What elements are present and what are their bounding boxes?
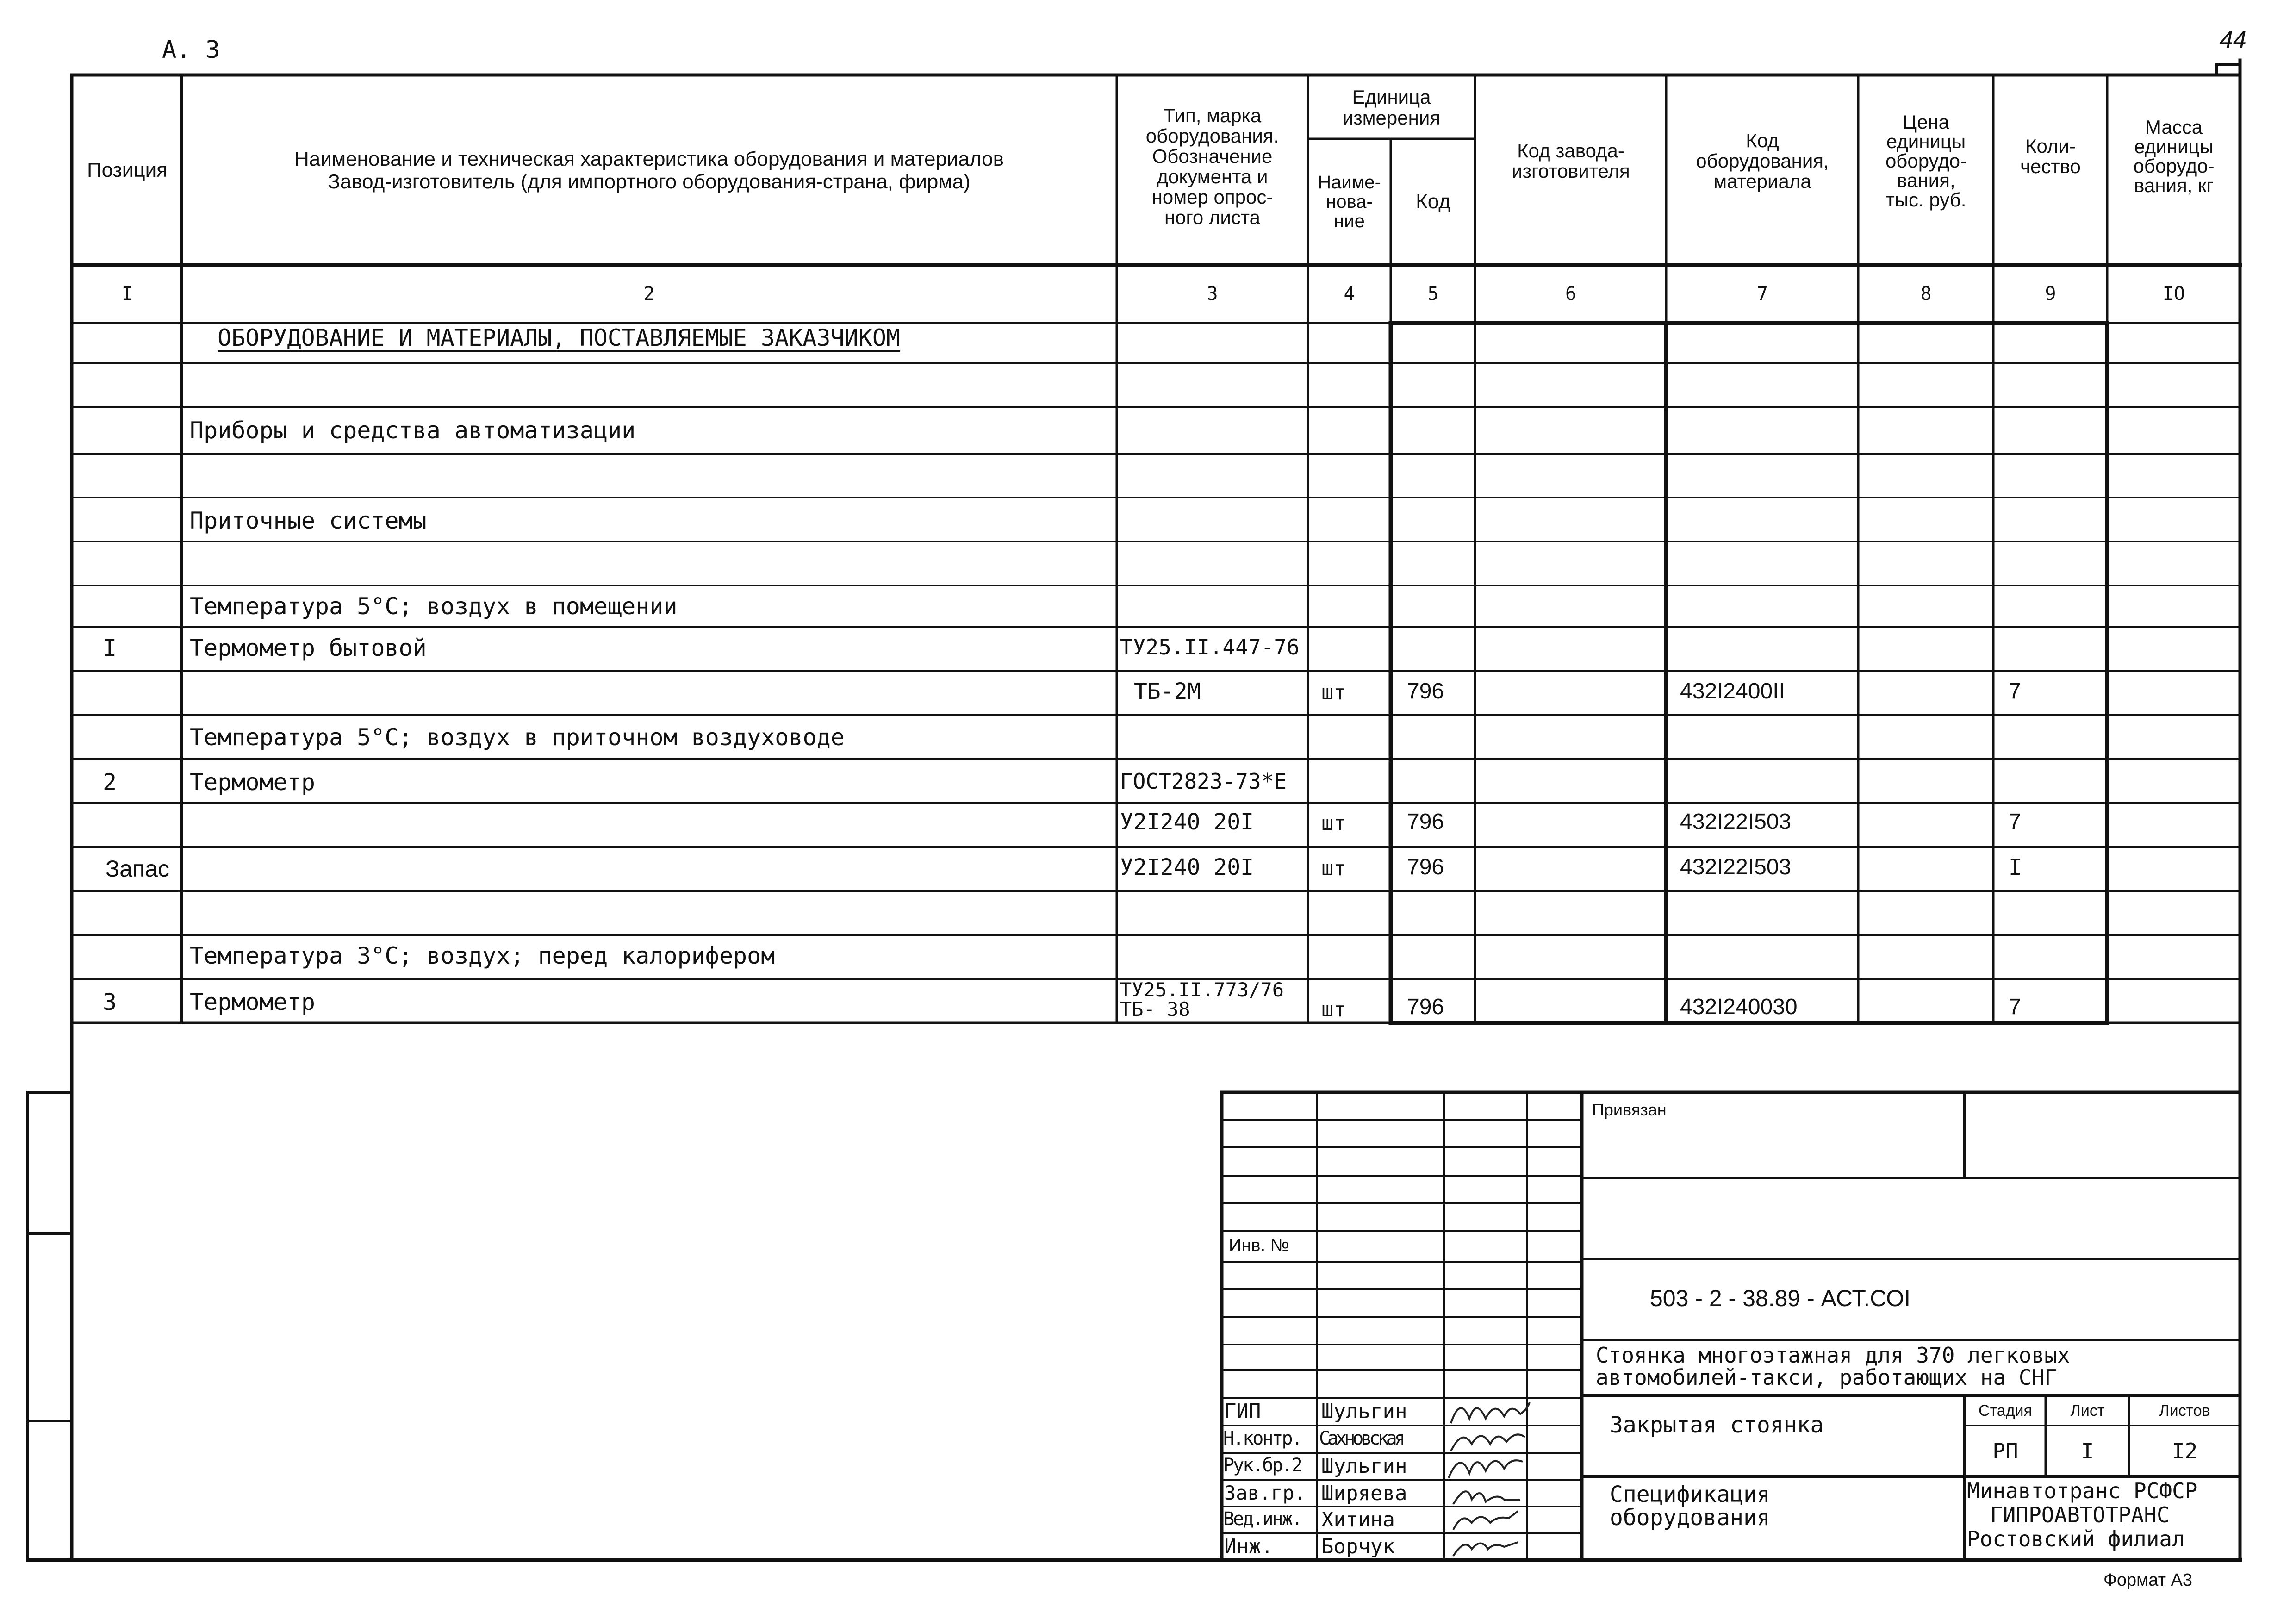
cell-quantity: 7 bbox=[2009, 995, 2021, 1019]
sheet-label-title: Лист bbox=[2070, 1401, 2105, 1420]
person-name: Сахновская bbox=[1319, 1428, 1403, 1449]
colnum-6: 6 bbox=[1565, 283, 1577, 305]
colnum-2: 2 bbox=[643, 283, 655, 305]
inventory-number-label: Инв. № bbox=[1229, 1236, 1289, 1255]
page-number: 44 bbox=[2220, 26, 2246, 53]
stage-value: РП bbox=[1992, 1438, 2018, 1464]
cell-unit-code: 796 bbox=[1407, 855, 1444, 879]
cell-quantity: 7 bbox=[2009, 810, 2021, 834]
cell-position: 3 bbox=[103, 989, 117, 1015]
person-name: Хитина bbox=[1321, 1508, 1395, 1532]
col-price-header: Цена единицы оборудо- вания, тыс. руб. bbox=[1885, 111, 1967, 211]
cell-equipment-code: 432I22I503 bbox=[1680, 810, 1792, 834]
person-name: Ширяева bbox=[1321, 1482, 1407, 1505]
cell-name: Термометр bbox=[190, 769, 315, 796]
col-equipment-code-header: Код оборудования, материала bbox=[1696, 129, 1829, 193]
cell-type: ТУ25.II.773/76 bbox=[1120, 978, 1284, 1001]
cell-name: Термометр bbox=[190, 989, 315, 1015]
role-label: Рук.бр.2 bbox=[1223, 1455, 1301, 1476]
privyazan-label: Привязан bbox=[1592, 1100, 1667, 1119]
row-condition: Температура 5°C; воздух в помещении bbox=[190, 593, 678, 620]
colnum-5: 5 bbox=[1427, 283, 1439, 305]
format-label: Формат А3 bbox=[2103, 1570, 2193, 1590]
role-label: Н.контр. bbox=[1223, 1428, 1301, 1449]
stage-label: Стадия bbox=[1979, 1401, 2032, 1420]
person-name: Борчук bbox=[1321, 1535, 1395, 1558]
cell-type-line2: ТБ- 38 bbox=[1120, 998, 1190, 1021]
colnum-10: IO bbox=[2162, 283, 2185, 305]
sheets-label: Листов bbox=[2159, 1401, 2210, 1420]
cell-unit-code: 796 bbox=[1407, 679, 1444, 704]
col-factory-code-header: Код завода- изготовителя bbox=[1512, 139, 1630, 182]
cell-quantity: I bbox=[2009, 854, 2022, 880]
cell-position: Запас bbox=[106, 856, 169, 882]
col-quantity-header: Коли- чество bbox=[2020, 135, 2081, 177]
cell-unit: шт bbox=[1321, 811, 1346, 835]
subsection-automation: Приборы и средства автоматизации bbox=[190, 417, 636, 444]
cell-position: I bbox=[103, 635, 117, 661]
cell-type: ТУ25.II.447-76 bbox=[1120, 635, 1300, 660]
colnum-8: 8 bbox=[1920, 283, 1932, 305]
document-code: 503 - 2 - 38.89 - АСТ.СОI bbox=[1650, 1285, 1911, 1311]
section-title: ОБОРУДОВАНИЕ И МАТЕРИАЛЫ, ПОСТАВЛЯЕМЫЕ ЗАКАЗЧИКОМ bbox=[218, 324, 901, 351]
doc-name-line2: оборудования bbox=[1610, 1505, 1770, 1531]
role-label: ГИП bbox=[1224, 1400, 1261, 1423]
cell-quantity: 7 bbox=[2009, 679, 2021, 704]
cell-type: ТБ-2М bbox=[1134, 679, 1201, 704]
cell-unit-code: 796 bbox=[1407, 995, 1444, 1019]
cell-position: 2 bbox=[103, 769, 117, 796]
person-name: Шульгин bbox=[1321, 1400, 1407, 1423]
cell-type: У2I240 20I bbox=[1120, 809, 1254, 835]
cell-equipment-code: 432I240030 bbox=[1680, 995, 1798, 1019]
cell-unit: шт bbox=[1321, 857, 1346, 880]
row-condition: Температура 3°C; воздух; перед калорифером bbox=[190, 942, 775, 969]
colnum-9: 9 bbox=[2045, 283, 2056, 305]
org-line2: ГИПРОАВТОТРАНС bbox=[1990, 1502, 2170, 1527]
col-name-header: Наименование и техническая характеристика оборудования и материалов Завод-изготовитель (для импортного оборудования-страна, фирма) bbox=[294, 147, 1004, 193]
cell-unit: шт bbox=[1321, 998, 1346, 1021]
sheet-label: А. 3 bbox=[162, 36, 220, 64]
cell-type: У2I240 20I bbox=[1120, 854, 1254, 880]
org-line3: Ростовский филиал bbox=[1967, 1526, 2185, 1551]
cell-unit-code: 796 bbox=[1407, 810, 1444, 834]
colnum-1: I bbox=[121, 283, 133, 305]
colnum-7: 7 bbox=[1756, 283, 1768, 305]
col-unit-name-header: Наиме- нова- ние bbox=[1318, 172, 1381, 231]
col-type-header: Тип, марка оборудования. Обозначение документа и номер опрос- ного листа bbox=[1145, 104, 1279, 229]
object-name-line1: Стоянка многоэтажная для 370 легковых bbox=[1596, 1343, 2070, 1368]
col-mass-header: Масса единицы оборудо- вания, кг bbox=[2133, 116, 2215, 196]
col-position-header: Позиция bbox=[87, 159, 168, 182]
role-label: Зав.гр. bbox=[1224, 1482, 1307, 1504]
cell-unit: шт bbox=[1321, 681, 1346, 704]
cell-name: Термометр бытовой bbox=[190, 635, 427, 661]
unit-group-header: Единица измерения bbox=[1342, 86, 1441, 129]
sheets-value: I2 bbox=[2172, 1438, 2198, 1464]
col-unit-code-header: Код bbox=[1416, 190, 1450, 213]
sheet-value: I bbox=[2081, 1438, 2094, 1464]
role-label: Вед.инж. bbox=[1223, 1508, 1301, 1530]
cell-equipment-code: 432I2400II bbox=[1680, 679, 1785, 704]
cell-type: ГОСТ2823-73*Е bbox=[1120, 769, 1287, 794]
doc-name-line1: Спецификация bbox=[1610, 1482, 1770, 1507]
colnum-3: 3 bbox=[1207, 283, 1218, 305]
colnum-4: 4 bbox=[1344, 283, 1355, 305]
cell-equipment-code: 432I22I503 bbox=[1680, 855, 1792, 879]
role-label: Инж. bbox=[1224, 1535, 1273, 1558]
subsection-supply-systems: Приточные системы bbox=[190, 507, 427, 534]
object-name-line2: автомобилей-такси, работающих на СНГ bbox=[1596, 1365, 2057, 1390]
person-name: Шульгин bbox=[1321, 1454, 1407, 1478]
section-name: Закрытая стоянка bbox=[1610, 1412, 1824, 1438]
row-condition: Температура 5°C; воздух в приточном воздуховоде bbox=[190, 724, 845, 751]
org-line1: Минавтотранс РСФСР bbox=[1967, 1478, 2198, 1503]
